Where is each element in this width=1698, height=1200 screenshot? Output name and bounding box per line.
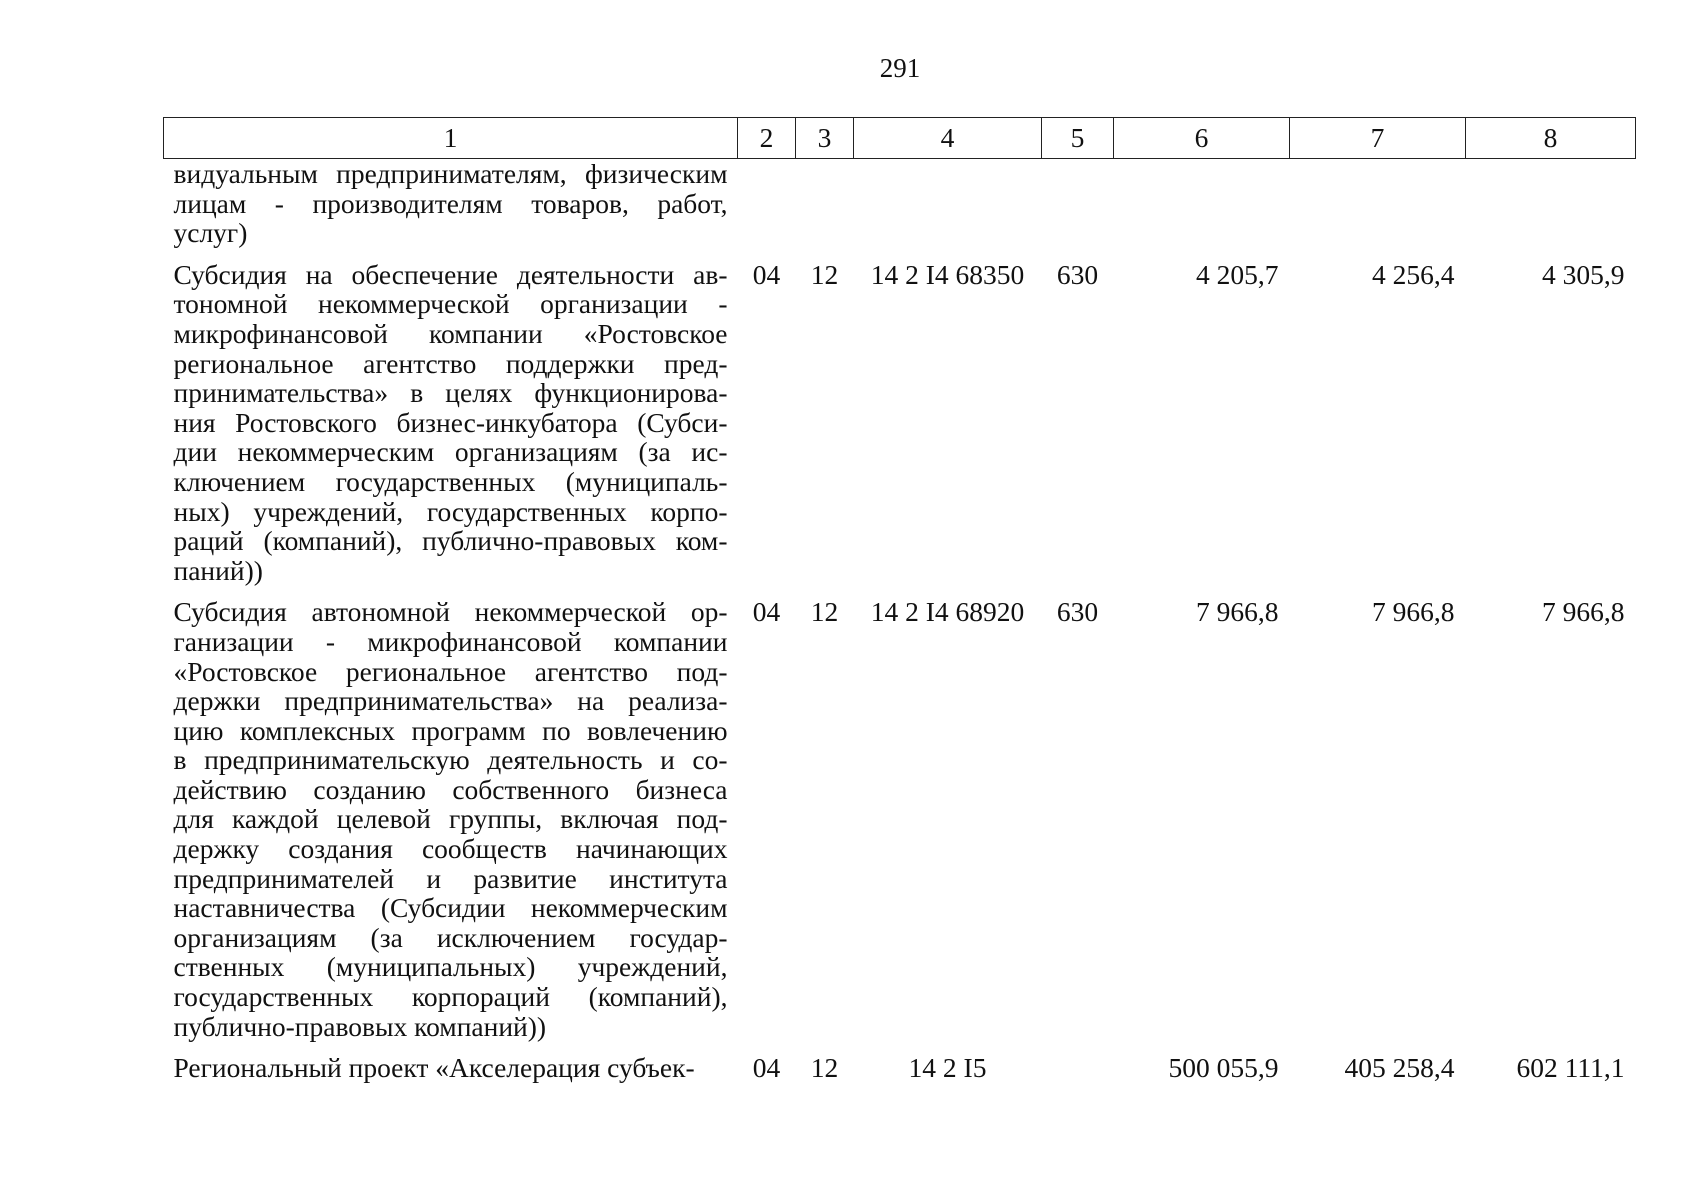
row-name-line: услуг) (173, 217, 248, 249)
row-target-article: 14 2 I4 68350 (870, 258, 1025, 290)
row-amount-year-1: 7 966,8 (1196, 596, 1279, 628)
row-subsection-code: 12 (810, 596, 839, 628)
row-name-line: цию комплексных программ по вовлечению (173, 714, 728, 746)
header-row (164, 118, 1636, 159)
row-expense-type (1042, 1053, 1114, 1083)
row-target-article: 14 2 I4 68920 (870, 596, 1025, 628)
row-name-line: держки предпринимательства» на реализа- (173, 685, 728, 717)
row-name-line: микрофинансовой компании «Ростовское (173, 317, 728, 349)
header-col-6: 6 (1114, 118, 1290, 159)
row-name-line: ния Ростовского бизнес-инкубатора (Субси- (173, 406, 728, 438)
row-amount-year-3: 602 111,1 (1516, 1052, 1625, 1084)
row-name-line: ганизации - микрофинансовой компании (173, 625, 728, 657)
row-name (164, 260, 738, 598)
table-row (164, 260, 1636, 598)
row-expense-type (1042, 159, 1114, 260)
row-name-line: принимательства» в целях функционирова- (173, 377, 728, 409)
row-name-line: наставничества (Субсидии некоммерческим (173, 892, 728, 924)
row-section-code: 04 (752, 596, 781, 628)
row-name-line: ключением государственных (муниципаль- (173, 465, 728, 497)
row-name-line: в предпринимательскую деятельность и со- (173, 744, 728, 776)
row-name-line: видуальным предпринимателям, физическим (173, 158, 728, 189)
row-name-line: держку создания сообществ начинающих (173, 833, 728, 865)
row-expense-type: 630 (1056, 596, 1099, 628)
header-col-1: 1 (164, 118, 738, 159)
row-name-line: ственных (муниципальных) учреждений, (173, 951, 728, 983)
header-col-7: 7 (1290, 118, 1466, 159)
row-expense-type: 630 (1056, 258, 1099, 290)
row-name-line: паний)) (173, 554, 263, 586)
table-row (164, 1053, 1636, 1083)
table-header (164, 118, 1636, 159)
row-amount-year-3: 7 966,8 (1542, 596, 1625, 628)
row-name-line: предпринимателей и развитие института (173, 862, 728, 894)
row-target-article (854, 159, 1042, 260)
row-name-line: публично-правовых компаний)) (173, 1010, 547, 1042)
row-name-line: тономной некоммерческой организации - (173, 288, 728, 320)
row-name (164, 1053, 738, 1083)
row-name (164, 159, 738, 260)
header-col-4: 4 (854, 118, 1042, 159)
row-section-code (738, 159, 796, 260)
row-name-line: региональное агентство поддержки пред- (173, 347, 728, 379)
row-name-line: раций (компаний), публично-правовых ком- (173, 525, 728, 557)
row-amount-year-1: 500 055,9 (1168, 1052, 1279, 1084)
row-name-line: дии некоммерческим организациям (за ис- (173, 436, 728, 468)
row-amount-year-2: 405 258,4 (1344, 1052, 1455, 1084)
row-name-line: для каждой целевой группы, включая под- (173, 803, 728, 835)
row-name-line: Субсидия на обеспечение деятельности ав- (173, 258, 728, 290)
header-col-8: 8 (1466, 118, 1636, 159)
row-name (164, 597, 738, 1053)
row-name-line: организациям (за исключением государ- (173, 921, 728, 953)
table-row (164, 159, 1636, 260)
table-row (164, 597, 1636, 1053)
budget-table (163, 117, 1636, 1083)
row-subsection-code (796, 159, 854, 260)
row-amount-year-2: 7 966,8 (1372, 596, 1455, 628)
header-col-2: 2 (738, 118, 796, 159)
header-col-3: 3 (796, 118, 854, 159)
row-amount-year-2: 4 256,4 (1372, 258, 1455, 290)
table-body (164, 159, 1636, 1083)
row-name-line: Субсидия автономной некоммерческой ор- (173, 596, 728, 628)
row-amount-year-2 (1290, 159, 1466, 260)
row-target-article: 14 2 I5 (908, 1052, 987, 1084)
row-name-line: Региональный проект «Акселерация субъек- (173, 1052, 695, 1084)
row-section-code: 04 (752, 258, 781, 290)
row-name-line: действию созданию собственного бизнеса (173, 773, 728, 805)
header-col-5: 5 (1042, 118, 1114, 159)
row-amount-year-1: 4 205,7 (1196, 258, 1279, 290)
row-amount-year-3 (1466, 159, 1636, 260)
row-name-line: лицам - производителям товаров, работ, (173, 187, 728, 219)
row-section-code: 04 (752, 1052, 781, 1084)
row-subsection-code: 12 (810, 1052, 839, 1084)
row-amount-year-3: 4 305,9 (1542, 258, 1625, 290)
page-number: 291 (879, 53, 921, 83)
row-name-line: ных) учреждений, государственных корпо- (173, 495, 728, 527)
row-name-line: «Ростовское региональное агентство под- (173, 655, 728, 687)
row-subsection-code: 12 (810, 258, 839, 290)
row-amount-year-1 (1114, 159, 1290, 260)
row-name-line: государственных корпораций (компаний), (173, 981, 728, 1013)
